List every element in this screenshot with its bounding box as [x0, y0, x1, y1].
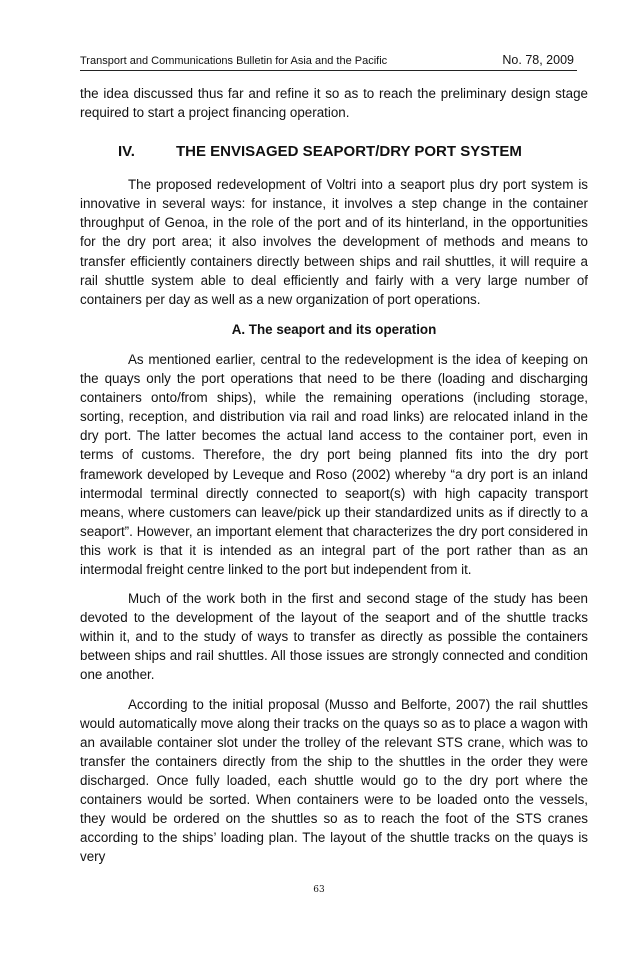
page-number: 63: [313, 885, 325, 895]
paragraph: The proposed redevelopment of Voltri into a seaport plus dry port system is innovative in several ways: for instance, it involves a step change in the container throughput of Genoa, in the role of the port and of its hinterland, in the opportunities for the dry port area; it also involves the development of methods and means to transfer efficiently containers directly between ships and rail shuttles, it will require a rail shuttle system able to deal efficiently and fairly with a very large number of containers per day as well as a new organization of port operations.: [80, 177, 588, 307]
paragraph: According to the initial proposal (Musso and Belforte, 2007) the rail shuttles would automatically move along their tracks on the quays so as to place a wagon with an available container slot under the trolley of the relevant STS crane, which was to transfer the containers directly from the ship to the shuttles in the order they were discharged. Once fully loaded, each shuttle would go to the dry port where the containers would be sorted. When containers were to be loaded onto the vessels, they would be ordered on the shuttles so as to reach the foot of the STS cranes according to the ships’ loading plan. The layout of the shuttle tracks on the quays is very: [80, 696, 588, 865]
section-number: IV.: [118, 143, 135, 161]
paragraph: Much of the work both in the first and second stage of the study has been devoted to the development of the layout of the seaport and of the shuttle tracks within it, and to the study of ways to transfer as directly as possible the containers between ships and rail shuttles. All those issues are strongly connected and condition one another.: [80, 591, 588, 683]
issue-number: No. 78, 2009: [502, 53, 574, 67]
section-heading: [80, 142, 588, 161]
subsection-heading: A. The seaport and its operation: [231, 321, 437, 337]
paragraph: As mentioned earlier, central to the redevelopment is the idea of keeping on the quays only the port operations that need to be there (loading and discharging containers onto/from ships), while the remaining operations (including storage, sorting, reception, and distribution via rail and road links) are relocated inland in the dry port. The latter becomes the actual land access to the container port, even in terms of customs. Therefore, the dry port being planned fits into the dry port framework developed by Leveque and Roso (2002) whereby “a dry port is an inland intermodal terminal directly connected to seaport(s) with high capacity transport means, where customers can leave/pick up their standardized units as if directly to a seaport”. However, an important element that characterizes the dry port considered in this work is that it is intended as an integral part of the port rather than as an intermodal freight centre linked to the port but independent from it.: [80, 351, 588, 577]
page-content: [80, 84, 588, 866]
running-header: [80, 54, 577, 71]
continued-paragraph: the idea discussed thus far and refine it so as to reach the preliminary design stage required to start a project financing operation.: [80, 86, 588, 121]
publication-title: Transport and Communications Bulletin for Asia and the Pacific: [80, 55, 388, 67]
section-title: THE ENVISAGED SEAPORT/DRY PORT SYSTEM: [176, 143, 522, 161]
